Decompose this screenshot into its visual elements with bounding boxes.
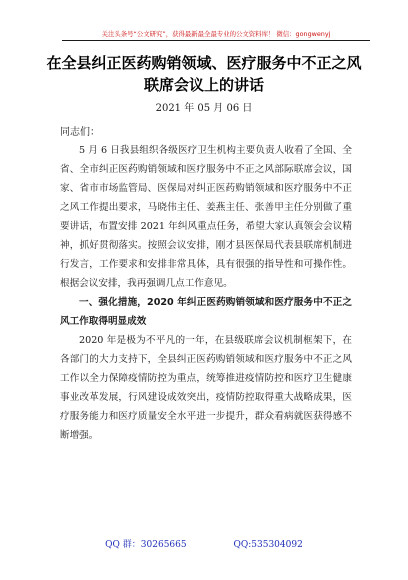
body-paragraph: 5 月 6 日我县组织各级医疗卫生机构主要负责人收看了全国、全省、全市纠正医药购销领域和医疗服务中不正之风部际联席会议，国家、省市市场监管局、医保局对纠正医药购销领域和医疗服务中不正之风工作提出要求，马晓伟主任、姜燕主任、张善甲主任分别做了重要讲话，布置安排 2021 年纠风重点任务，希望大家认真领会会议精神，抓好贯彻落实。按照会议安排，刚才县医保局代表县联席机制进行发言，工作要求和安排非常具体，具有很强的指导性和可操作性。根据会议安排，我再强调几点工作意见。 [60, 145, 352, 289]
section-heading: 一、强化措施，2020 年纠正医药购销领域和医疗服务中不正之风工作取得明显成效 [60, 297, 352, 327]
body-paragraph: 2020 年是极为不平凡的一年，在县级联席会议机制框架下，在各部门的大力支持下，全县纠正医药购销领域和医疗服务中不正之风工作以全力保障疫情防控为重点，统筹推进疫情防控和医疗卫生健康事业改革发展，行风建设成效突出，疫情防控取得重大战略成果，医疗服务能力和医疗质量安全水平进一步提升，群众看病就医获得感不断增强。 [60, 335, 352, 441]
footer-qq-group: QQ 群：30265665 [105, 540, 187, 550]
promo-banner: 关注头条号“公文研究”，获得最新最全最专业的公文资料库！ 微信：gongwenyj [62, 29, 370, 41]
document-title: 在全县纠正医药购销领域、医疗服务中不正之风联席会议上的讲话 [46, 54, 362, 94]
speech-date: 2021 年 05 月 06 日 [155, 103, 253, 114]
greeting: 同志们： [60, 127, 100, 138]
page-footer [0, 537, 408, 550]
document-body [60, 141, 352, 445]
footer-qq: QQ:535304092 [233, 540, 303, 550]
